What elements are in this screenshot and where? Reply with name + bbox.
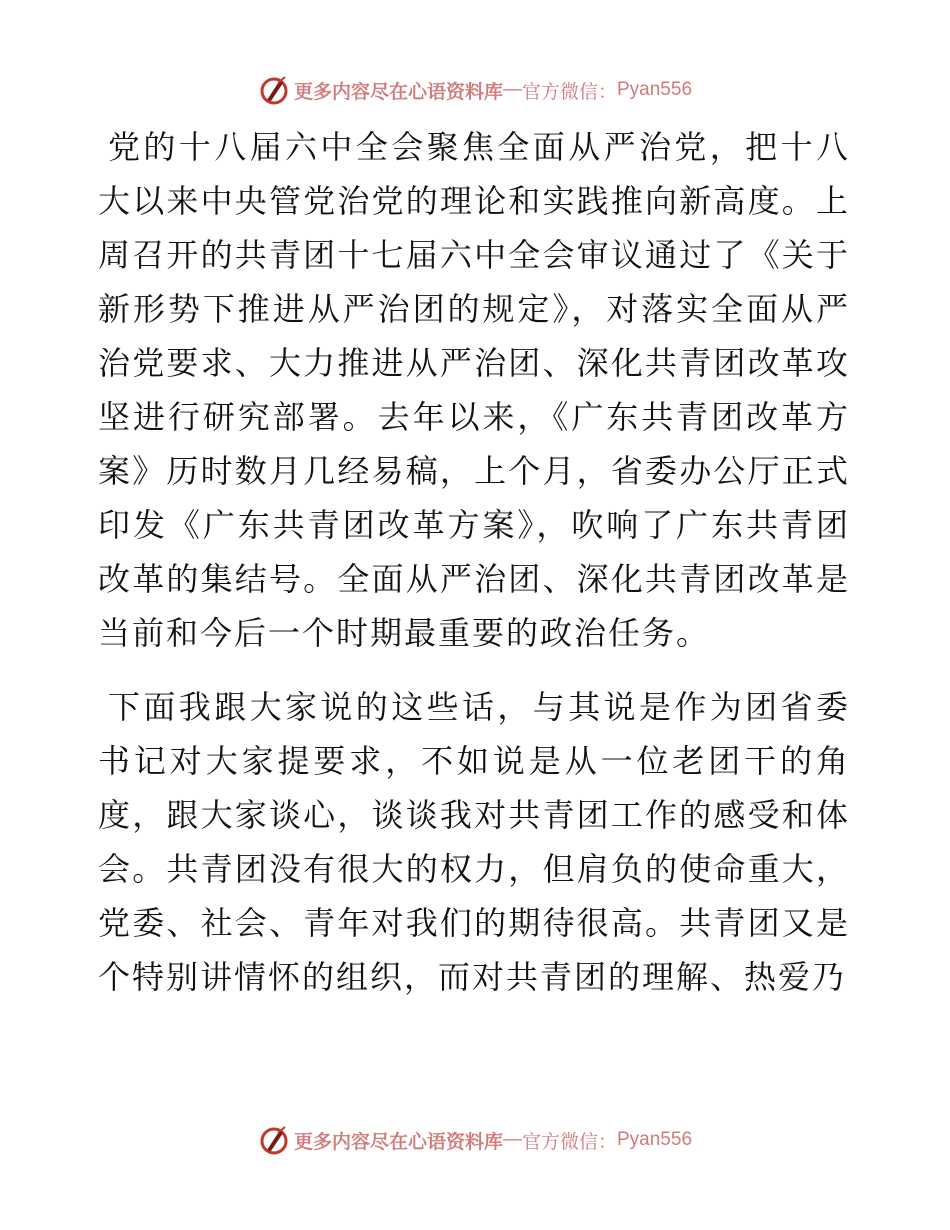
document-body (98, 120, 850, 1004)
banner-separator: — (502, 1129, 522, 1150)
paragraph-1: 党的十八届六中全会聚焦全面从严治党，把十八大以来中央管党治党的理论和实践推向新高度。上周召开的共青团十七届六中全会审议通过了《关于新形势下推进从严治团的规定》，对落实全面从严治党要求、大力推进从严治团、深化共青团改革攻坚进行研究部署。去年以来，《广东共青团改革方案》历时数月几经易稿，上个月，省委办公厅正式印发《广东共青团改革方案》，吹响了广东共青团改革的集结号。全面从严治团、深化共青团改革是当前和今后一个时期最重要的政治任务。 (98, 128, 850, 652)
banner-wechat-id: Pyan556 (617, 1129, 693, 1150)
banner-wechat-id: Pyan556 (617, 79, 693, 100)
quill-logo-icon (258, 74, 290, 106)
banner-brand-text: 更多内容尽在心语资料库 (293, 1130, 503, 1153)
footer-banner (0, 1120, 950, 1160)
banner-separator: — (502, 79, 522, 100)
banner-wechat-label: 官方微信： (521, 80, 617, 103)
header-banner (0, 70, 950, 110)
banner-brand-text: 更多内容尽在心语资料库 (293, 80, 503, 103)
banner-wechat-label: 官方微信： (521, 1130, 617, 1153)
quill-logo-icon (258, 1124, 290, 1156)
paragraph-2: 下面我跟大家说的这些话，与其说是作为团省委书记对大家提要求，不如说是从一位老团干的角度，跟大家谈心，谈谈我对共青团工作的感受和体会。共青团没有很大的权力，但肩负的使命重大，党委、社会、青年对我们的期待很高。共青团又是个特别讲情怀的组织，而对共青团的理解、热爱乃 (98, 688, 850, 996)
